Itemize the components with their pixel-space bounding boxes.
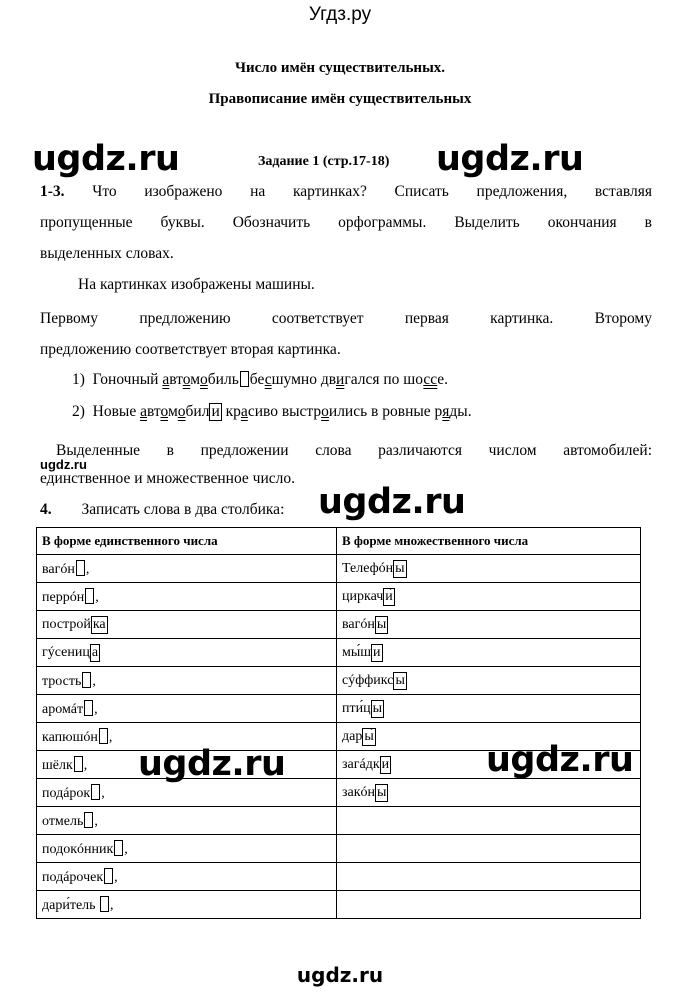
orthogram: а bbox=[140, 403, 147, 420]
table-row bbox=[37, 863, 641, 891]
ending-box: а bbox=[91, 644, 99, 660]
word-stem: построй bbox=[42, 616, 91, 632]
ending-box: ы bbox=[377, 784, 387, 800]
zero-ending-box bbox=[104, 868, 113, 884]
punctuation: , bbox=[101, 785, 105, 801]
singular-cell bbox=[37, 583, 337, 611]
word: Гоночный bbox=[92, 371, 163, 388]
plural-cell bbox=[337, 583, 641, 611]
watermark: ugdz.ru bbox=[318, 482, 466, 522]
ending-box: ы bbox=[372, 700, 383, 716]
word-part: вт bbox=[147, 403, 161, 420]
answer-line: На картинках изображены машины. bbox=[78, 276, 315, 293]
plural-cell bbox=[337, 639, 641, 667]
orthogram: и bbox=[336, 371, 345, 388]
orthogram: о bbox=[177, 403, 186, 420]
word-stem: циркач bbox=[342, 588, 384, 604]
punctuation: , bbox=[83, 757, 88, 773]
task-number: 1-3. bbox=[40, 183, 65, 200]
table-row bbox=[37, 695, 641, 723]
zero-ending-box bbox=[76, 560, 85, 576]
word-stem: Телефóн bbox=[342, 560, 394, 576]
table-row bbox=[37, 891, 641, 919]
word-part: е. bbox=[437, 371, 449, 388]
word-stem: вагóн bbox=[42, 561, 75, 577]
section-title: Число имён существительных. bbox=[234, 60, 446, 76]
punctuation: , bbox=[94, 813, 98, 829]
column-header-singular: В форме единственного числа bbox=[37, 528, 337, 555]
word-part: м bbox=[167, 403, 178, 420]
singular-cell bbox=[37, 639, 337, 667]
zero-ending-box bbox=[85, 588, 94, 604]
word-part: м bbox=[190, 371, 201, 388]
word-part: биль bbox=[207, 371, 239, 388]
zero-ending-box bbox=[82, 672, 91, 688]
zero-ending-box bbox=[84, 812, 93, 828]
word-stem: вагóн bbox=[342, 616, 375, 632]
word-stem: дар bbox=[342, 728, 363, 744]
ending-box: ы bbox=[376, 616, 387, 632]
conclusion-line1: Выделенные в предложении слова различаются числом автомобилей: bbox=[56, 442, 652, 459]
singular-cell bbox=[37, 807, 337, 835]
word-stem: перрóн bbox=[42, 589, 85, 605]
singular-cell bbox=[37, 611, 337, 639]
word-stem: трость bbox=[42, 673, 82, 689]
word-stem: гýсениц bbox=[42, 644, 90, 660]
table-row bbox=[37, 639, 641, 667]
orthogram: сс bbox=[423, 371, 438, 388]
task-text: Записать слова в два столбика: bbox=[81, 501, 285, 518]
plural-cell bbox=[337, 863, 641, 891]
table-row bbox=[37, 611, 641, 639]
ending-box: ка bbox=[92, 616, 106, 632]
word-stem: сýффикс bbox=[342, 672, 394, 688]
word-stem: пти́ц bbox=[342, 700, 371, 716]
column-header-plural: В форме множественного числа bbox=[337, 528, 641, 555]
table-row bbox=[37, 779, 641, 807]
table-row bbox=[37, 807, 641, 835]
task-number: 4. bbox=[40, 501, 52, 518]
word-part: ды. bbox=[449, 403, 472, 420]
zero-ending-box bbox=[74, 756, 83, 772]
singular-cell bbox=[37, 863, 337, 891]
orthogram: а bbox=[240, 403, 248, 420]
punctuation: , bbox=[110, 897, 114, 913]
plural-cell bbox=[337, 667, 641, 695]
word-stem: загáдк bbox=[342, 756, 380, 772]
zero-ending-box bbox=[240, 371, 249, 387]
zero-ending-box bbox=[84, 700, 93, 716]
ending-box: ы bbox=[395, 560, 405, 576]
word-part: ились в ровные р bbox=[328, 403, 443, 420]
orthogram: о bbox=[321, 403, 329, 420]
singular-cell bbox=[37, 555, 337, 583]
zero-ending-box bbox=[99, 728, 108, 744]
singular-cell bbox=[37, 695, 337, 723]
word: Новые bbox=[92, 403, 141, 420]
plural-cell bbox=[337, 611, 641, 639]
word-stem: шёлк bbox=[42, 757, 73, 773]
plural-cell bbox=[337, 779, 641, 807]
singular-cell bbox=[37, 667, 337, 695]
task-text: Что изображено на картинках? Списать предложения, вставляя bbox=[92, 183, 652, 200]
table-row bbox=[37, 835, 641, 863]
ending-box: и bbox=[211, 403, 220, 420]
task-4-line bbox=[40, 501, 284, 519]
punctuation: , bbox=[85, 561, 90, 577]
task-1-3-line3: выделенных словах. bbox=[40, 245, 174, 262]
singular-cell bbox=[37, 835, 337, 863]
site-header: Угдз.ру bbox=[308, 4, 372, 25]
word-part: бил bbox=[185, 403, 210, 420]
ending-box: и́ bbox=[385, 588, 393, 604]
plural-cell bbox=[337, 695, 641, 723]
word-stem: подáрочек bbox=[42, 869, 104, 885]
punctuation: , bbox=[108, 729, 113, 745]
orthogram: с bbox=[264, 371, 272, 388]
watermark: ugdz.ru bbox=[486, 740, 634, 780]
sentence-1 bbox=[72, 371, 448, 389]
word-stem: дари́тель bbox=[42, 897, 100, 913]
ending-box: ы bbox=[395, 672, 405, 688]
ending-box: и bbox=[373, 644, 381, 660]
zero-ending-box bbox=[114, 840, 123, 856]
task-1-3-line1 bbox=[40, 176, 652, 208]
table-header-row bbox=[37, 528, 641, 555]
word-stem: отмель bbox=[42, 813, 84, 829]
punctuation: , bbox=[114, 869, 118, 885]
punctuation: , bbox=[92, 673, 96, 689]
word-stem: мы́ш bbox=[342, 644, 372, 660]
plural-cell bbox=[337, 807, 641, 835]
zero-ending-box bbox=[100, 896, 109, 912]
word-part: сиво выстр bbox=[247, 403, 322, 420]
orthogram: я bbox=[442, 403, 450, 420]
orthogram: а bbox=[162, 371, 170, 388]
watermark-small: ugdz.ru bbox=[40, 457, 87, 472]
zero-ending-box bbox=[91, 784, 100, 800]
table-row bbox=[37, 667, 641, 695]
word-stem: подáрок bbox=[42, 785, 91, 801]
word-part: вт bbox=[169, 371, 183, 388]
word-part: шумно дв bbox=[271, 371, 337, 388]
singular-cell bbox=[37, 891, 337, 919]
watermark: ugdz.ru bbox=[436, 139, 584, 179]
punctuation: , bbox=[94, 701, 98, 717]
conclusion-line2: единственное и множественное число. bbox=[40, 470, 295, 487]
match-line1: Первому предложению соответствует первая картинка. Второму bbox=[40, 310, 652, 327]
word-stem: закóн bbox=[342, 784, 376, 800]
sentence-number: 1) bbox=[72, 371, 85, 388]
plural-cell bbox=[337, 835, 641, 863]
orthogram: о bbox=[182, 371, 191, 388]
words-table bbox=[36, 527, 641, 919]
orthogram: о bbox=[160, 403, 168, 420]
table-row bbox=[37, 555, 641, 583]
sentence-number: 2) bbox=[72, 403, 85, 420]
plural-cell bbox=[337, 555, 641, 583]
punctuation: , bbox=[95, 589, 99, 605]
watermark: ugdz.ru bbox=[138, 744, 286, 784]
footer-watermark: ugdz.ru bbox=[296, 963, 384, 987]
word-part: гался по шо bbox=[344, 371, 424, 388]
match-line2: предложению соответствует вторая картинка. bbox=[40, 341, 341, 358]
watermark: ugdz.ru bbox=[32, 139, 180, 179]
sentence-2 bbox=[72, 403, 472, 421]
plural-cell bbox=[337, 891, 641, 919]
section-subtitle: Правописание имён существительных bbox=[208, 91, 472, 107]
task-title: Задание 1 (стр.17-18) bbox=[258, 154, 390, 169]
word-part: кр bbox=[221, 403, 241, 420]
word-stem: аромáт bbox=[42, 701, 84, 717]
word-stem: капюшóн bbox=[42, 729, 98, 745]
word-part: бе bbox=[249, 371, 265, 388]
orthogram: о bbox=[200, 371, 208, 388]
punctuation: , bbox=[124, 841, 128, 857]
ending-box: ы́ bbox=[364, 728, 374, 744]
task-1-3-line2: пропущенные буквы. Обозначить орфограммы. Выделить окончания в bbox=[40, 214, 652, 231]
table-row bbox=[37, 583, 641, 611]
ending-box: и bbox=[381, 756, 390, 772]
word-stem: подокóнник bbox=[42, 841, 114, 857]
